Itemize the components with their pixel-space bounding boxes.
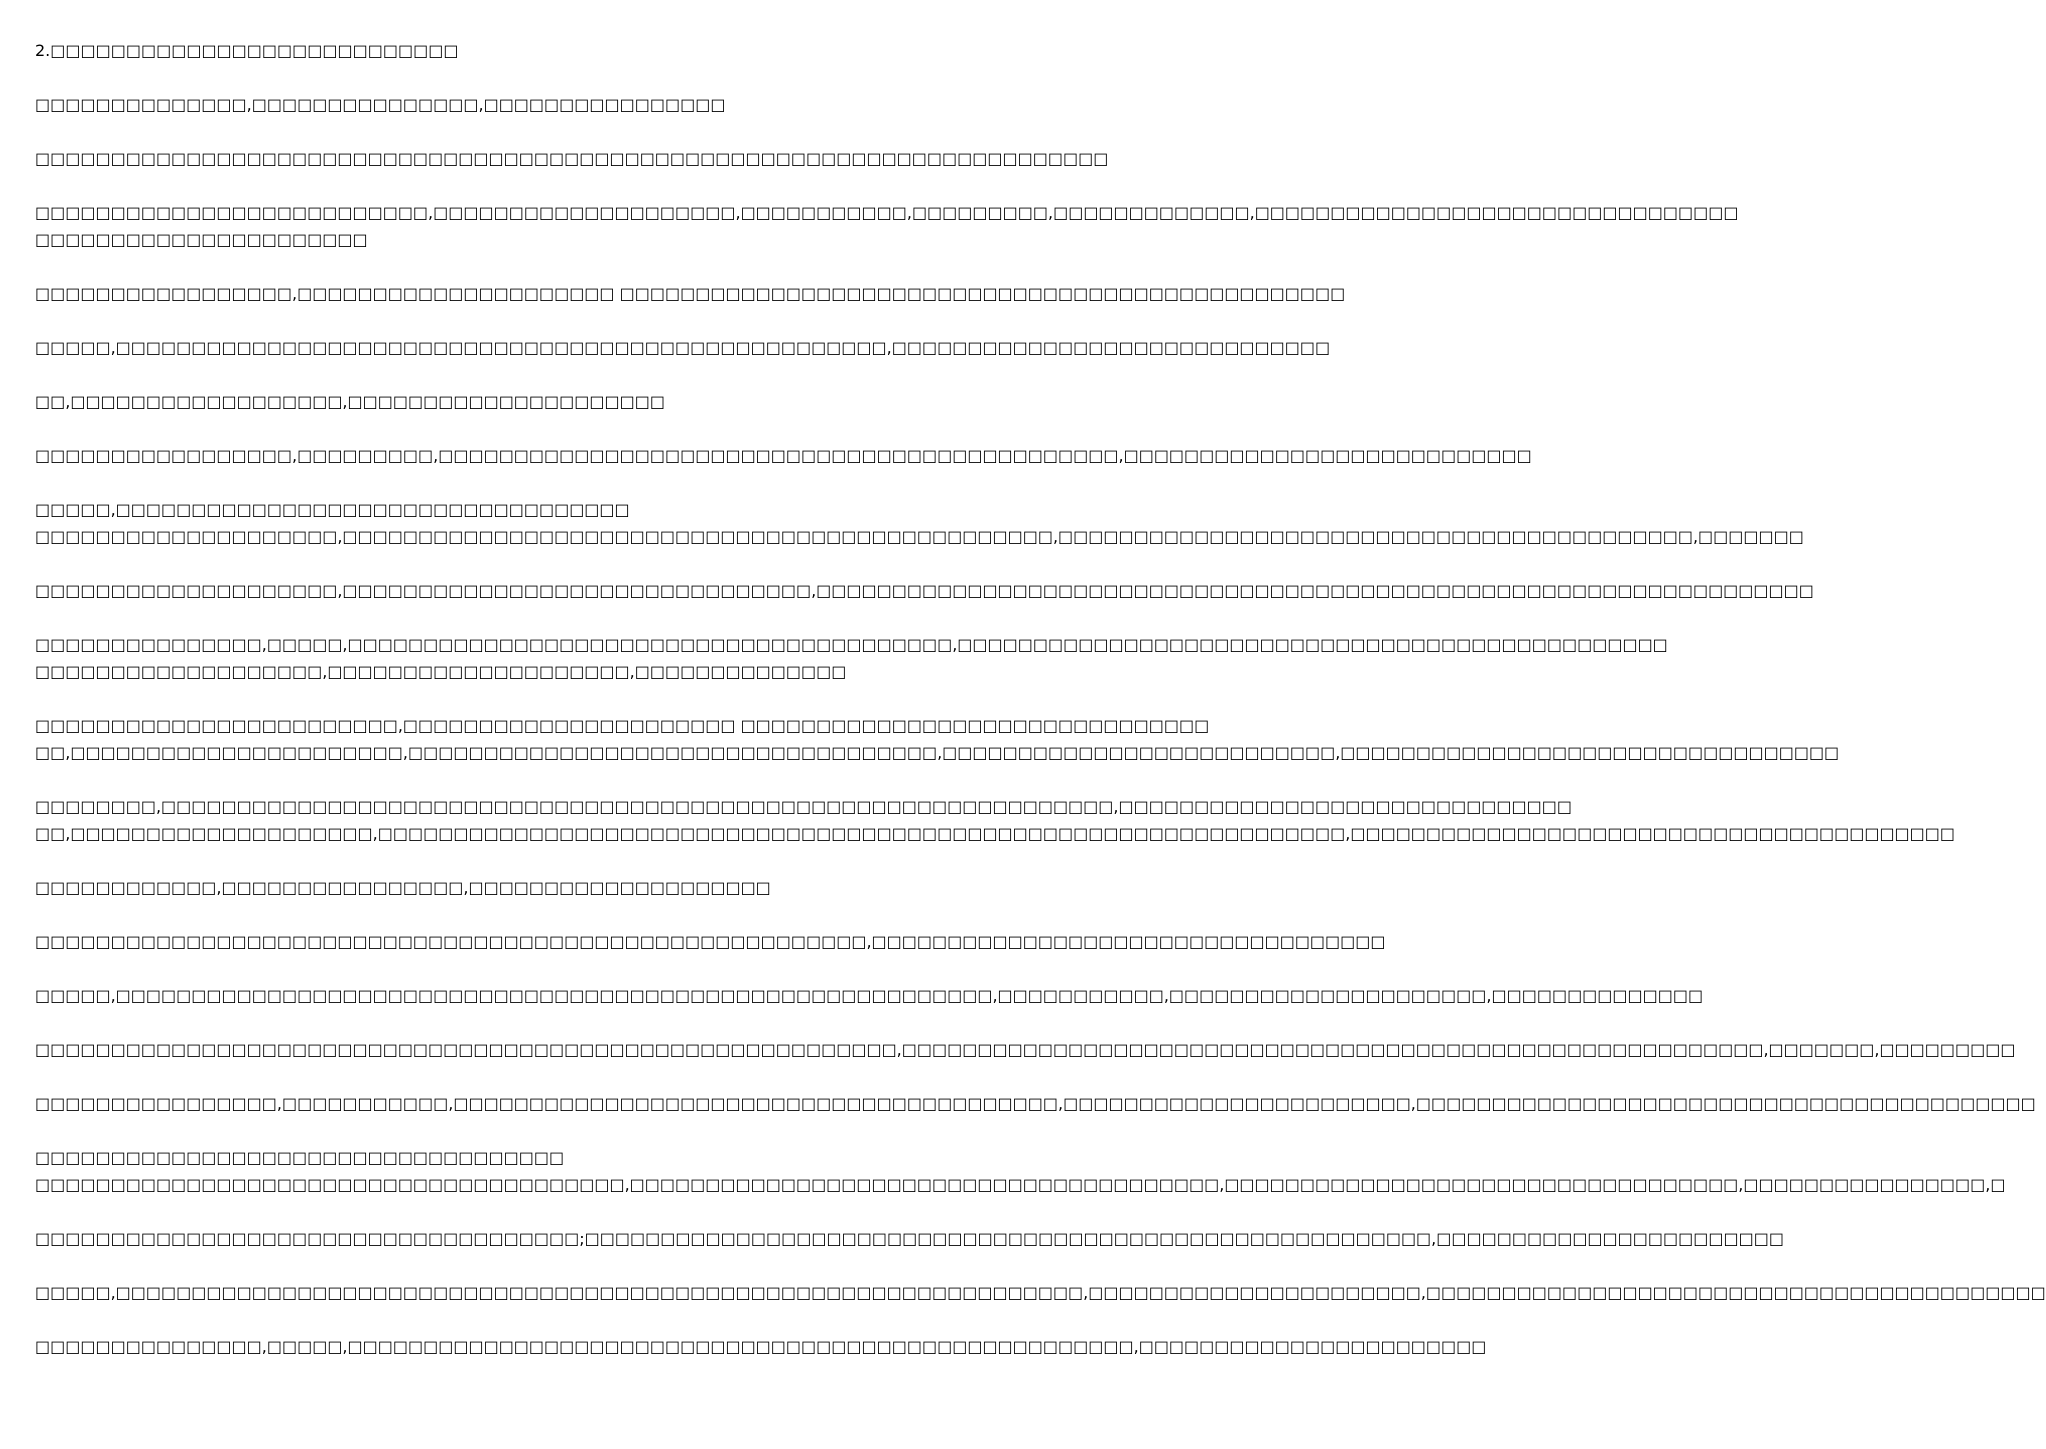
text-line: □□□□□□□□□□□□□□□□□□□□□□□□□□□□□□□□□□□□;□□□□□□□□□□□□□□□□□□□□□□□□□□□□□□□□□□□□□□□□□□□□□□□□□□□□□□□□,□□□□□□□□□□□□□□□□□□□□□□□ [35, 1229, 1784, 1248]
text-line: □□□□□□□□□□□□,□□□□□□□□□□□□□□□□,□□□□□□□□□□□□□□□□□□□□ [35, 878, 771, 897]
paragraph [35, 1225, 1784, 1252]
text-line: □□□□□□□□□□□□□□□□□□□□,□□□□□□□□□□□□□□□□□□□□□□□□□□□□□□□,□□□□□□□□□□□□□□□□□□□□□□□□□□□□□□□□□□□□□□□□□□□□□□□□□□□□□□□□□□□□□□□□□□ [35, 581, 1814, 600]
text-line: □□□□□□□□□□□□□□□□□□□□□□□□□□□□□□□□□□□□□□□□□□□□□□□□□□□□□□□,□□□□□□□□□□□□□□□□□□□□□□□□□□□□□□□□□□ [35, 932, 1386, 951]
paragraph [35, 793, 1956, 847]
paragraph [35, 388, 990, 415]
text-line: □□□□□,□□□□□□□□□□□□□□□□□□□□□□□□□□□□□□□□□□□□□□□□□□□□□□□□□□□□□□□□□□,□□□□□□□□□□□,□□□□□□□□□□□□□□□□□□□□□,□□□□□□□□□□□□□□ [35, 986, 1704, 1005]
paragraph [35, 1036, 2016, 1063]
paragraph [35, 631, 1668, 685]
paragraph [35, 496, 1804, 550]
text-line: □□□□□□□□□□□□□□□□□□□□□□□□□□□□□□□□□□□□□□□□□□□□□□□□□□□□□□□□□□□□□□□□□□□□□□□ [35, 149, 1109, 168]
paragraph [35, 1333, 1487, 1360]
text-line: □□□□□□□□□□□□□□□□□□□□□□□□□□□□□□□□□□□□□□□,□□□□□□□□□□□□□□□□□□□□□□□□□□□□□□□□□□□□□□□,□□□□□□□□□□□□□□□□□□□□□□□□□□□□□□□□□□,□□□□□□□□□□□□□□□□,□ [35, 1175, 2006, 1194]
text-line: □□□□□□□□□□□□□□□□□□□□□□ [35, 230, 368, 249]
paragraph [35, 145, 1109, 172]
paragraph [35, 1279, 2046, 1306]
text-line: □□□□□□□□□□□□□□□□,□□□□□□□□□□□,□□□□□□□□□□□□□□□□□□□□□□□□□□□□□□□□□□□□□□□□,□□□□□□□□□□□□□□□□□□□□□□□,□□□□□□□□□□□□□□□□□□□□□□□□□□□□□□□□□□□□□□□□□ [35, 1094, 2036, 1113]
text-line: □□□□□,□□□□□□□□□□□□□□□□□□□□□□□□□□□□□□□□□□ [35, 500, 630, 519]
text-line: □□□□□□□□□□□□□□□□□□□□,□□□□□□□□□□□□□□□□□□□□□□□□□□□□□□□□□□□□□□□□□□□□□□□,□□□□□□□□□□□□□□□□□□□□□□□□□□□□□□□□□□□□□□□□□□,□□□□□□□ [35, 527, 1804, 546]
text-line: □□□□□□□□□□□□□□□□□□□□□□□□,□□□□□□□□□□□□□□□□□□□□□□ □□□□□□□□□□□□□□□□□□□□□□□□□□□□□□□ [35, 716, 1210, 735]
text-line: □□□□□□□□□□□□□□□□□□□□□□□□□□,□□□□□□□□□□□□□□□□□□□□,□□□□□□□□□□□,□□□□□□□□□,□□□□□□□□□□□□□,□□□□□□□□□□□□□□□□□□□□□□□□□□□□□□□□ [35, 203, 1739, 222]
paragraph [35, 442, 1532, 469]
text-line: □□□□□,□□□□□□□□□□□□□□□□□□□□□□□□□□□□□□□□□□□□□□□□□□□□□□□□□□□□□□□□□□□□□□□□,□□□□□□□□□□□□□□□□□□□□□□,□□□□□□□□□□□□□□□□□□□□□□□□□□□□□□□□□□□□□□□□□ [35, 1283, 2046, 1302]
paragraph [35, 1090, 2036, 1117]
text-line: □□□□□□□□□□□□□□□,□□□□□,□□□□□□□□□□□□□□□□□□□□□□□□□□□□□□□□□□□□□□□□□□□□□□□□□□□□,□□□□□□□□□□□□□□□□□□□□□□□ [35, 1337, 1487, 1356]
text-line: 2.□□□□□□□□□□□□□□□□□□□□□□□□□□□ [35, 41, 459, 60]
paragraph [35, 280, 1346, 307]
text-line: □□□□□□□□□□□□□□□□□,□□□□□□□□□,□□□□□□□□□□□□□□□□□□□□□□□□□□□□□□□□□□□□□□□□□□□□□,□□□□□□□□□□□□□□□□□□□□□□□□□□□ [35, 446, 1532, 465]
text-line: □□□□□□□□□□□□□□□□□□□□□□□□□□□□□□□□□□□□□□□□□□□□□□□□□□□□□□□□□,□□□□□□□□□□□□□□□□□□□□□□□□□□□□□□□□□□□□□□□□□□□□□□□□□□□□□□□□□,□□□□□□□,□□□□□□□□□ [35, 1040, 2016, 1059]
paragraph [35, 874, 990, 901]
text-line: □□,□□□□□□□□□□□□□□□□□□□□,□□□□□□□□□□□□□□□□□□□□□□□□□□□□□□□□□□□□□□□□□□□□□□□□□□□□□□□□□□□□□□□□,□□□□□□□□□□□□□□□□□□□□□□□□□□□□□□□□□□□□□□□□ [35, 824, 1956, 843]
paragraph [35, 712, 1840, 766]
paragraph [35, 91, 990, 118]
text-line: □□□□□□□□□□□□□□□□□,□□□□□□□□□□□□□□□□□□□□□ □□□□□□□□□□□□□□□□□□□□□□□□□□□□□□□□□□□□□□□□□□□□□□□□ [35, 284, 1346, 303]
text-line: □□□□□,□□□□□□□□□□□□□□□□□□□□□□□□□□□□□□□□□□□□□□□□□□□□□□□□□□□,□□□□□□□□□□□□□□□□□□□□□□□□□□□□□ [35, 338, 1331, 357]
text-line: □□□□□□□□□□□□□□□□□□□,□□□□□□□□□□□□□□□□□□□□,□□□□□□□□□□□□□□ [35, 662, 847, 681]
paragraph [35, 928, 1386, 955]
paragraph [35, 334, 1331, 361]
text-line: □□□□□□□□□□□□□□,□□□□□□□□□□□□□□□,□□□□□□□□□□□□□□□□ [35, 95, 726, 114]
text-line: □□□□□□□□□□□□□□□,□□□□□,□□□□□□□□□□□□□□□□□□□□□□□□□□□□□□□□□□□□□□□□,□□□□□□□□□□□□□□□□□□□□□□□□□□□□□□□□□□□□□□□□□□□□□□□ [35, 635, 1668, 654]
paragraph [35, 577, 1814, 604]
paragraph [35, 982, 1704, 1009]
text-line: □□,□□□□□□□□□□□□□□□□□□□□□□,□□□□□□□□□□□□□□□□□□□□□□□□□□□□□□□□□□□,□□□□□□□□□□□□□□□□□□□□□□□□□□,□□□□□□□□□□□□□□□□□□□□□□□□□□□□□□□□□ [35, 743, 1840, 762]
paragraph [35, 37, 990, 64]
text-line: □□□□□□□□□□□□□□□□□□□□□□□□□□□□□□□□□□□ [35, 1148, 565, 1167]
paragraph [35, 199, 1739, 253]
text-line: □□,□□□□□□□□□□□□□□□□□□,□□□□□□□□□□□□□□□□□□□□□ [35, 392, 665, 411]
paragraph [35, 1144, 2006, 1198]
document-body [35, 37, 2046, 1387]
text-line: □□□□□□□□,□□□□□□□□□□□□□□□□□□□□□□□□□□□□□□□□□□□□□□□□□□□□□□□□□□□□□□□□□□□□□□□,□□□□□□□□□□□□□□□□□□□□□□□□□□□□□□ [35, 797, 1573, 816]
